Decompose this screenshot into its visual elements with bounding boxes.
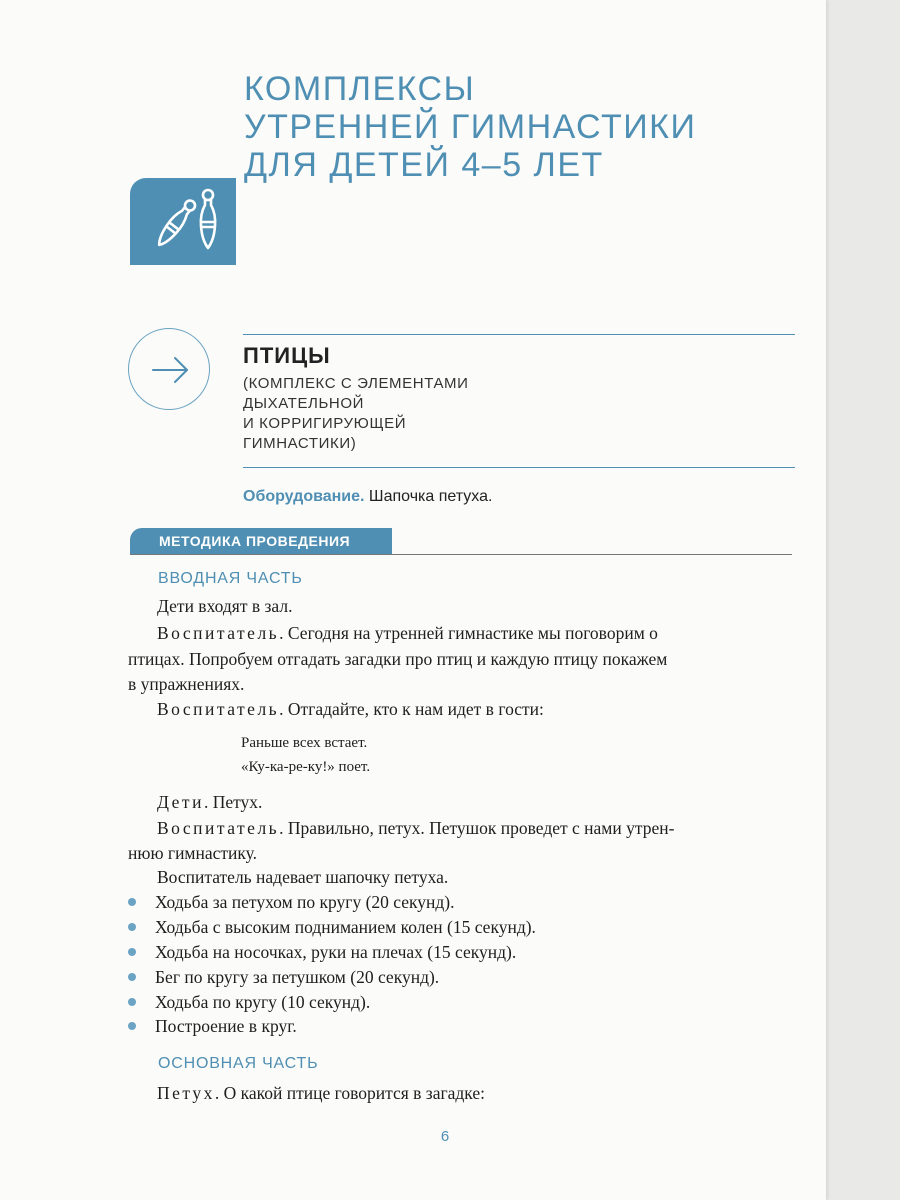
bullet-dot: [128, 998, 136, 1006]
paragraph-text: . Сегодня на утренней гимнастике мы поговорим о: [279, 623, 658, 643]
page-number: 6: [440, 1128, 450, 1145]
list-item-text: Ходьба на носочках, руки на плечах (15 секунд).: [155, 942, 517, 962]
arrow-right-icon: [129, 329, 211, 411]
chapter-title-line: ДЛЯ ДЕТЕЙ 4–5 ЛЕТ: [244, 146, 604, 184]
chapter-title: [244, 70, 696, 184]
bullet-dot: [128, 948, 136, 956]
riddle-line: Раньше всех встает.: [241, 735, 368, 751]
intro-paragraph-line: нюю гимнастику.: [128, 843, 258, 863]
intro-paragraph-line: Воспитатель надевает шапочку петуха.: [157, 867, 449, 887]
intro-paragraph-line: птицах. Попробуем отгадать загадки про птиц и каждую птицу покажем: [128, 649, 668, 669]
intro-paragraph-line: [157, 818, 797, 839]
list-item: [128, 967, 808, 988]
speaker-name: Воспитатель: [157, 623, 280, 643]
intro-paragraph-line: [157, 623, 797, 644]
intro-heading: ВВОДНАЯ ЧАСТЬ: [158, 570, 303, 587]
list-item: [128, 942, 808, 963]
intro-paragraph-line: [157, 792, 797, 813]
paragraph-text: . О какой птице говорится в загадке:: [214, 1083, 486, 1103]
skittles-icon: [130, 178, 236, 265]
intro-paragraph-line: [157, 699, 797, 720]
complex-top-rule: [243, 334, 795, 335]
speaker-name: Воспитатель: [157, 818, 280, 838]
list-item: [128, 892, 808, 913]
method-tab: МЕТОДИКА ПРОВЕДЕНИЯ: [130, 528, 392, 554]
complex-subtitle-line: ГИМНАСТИКИ): [243, 435, 357, 452]
speaker-name: Дети: [157, 792, 204, 812]
equipment-text: Шапочка петуха.: [364, 488, 493, 505]
paragraph-text: . Отгадайте, кто к нам идет в гости:: [279, 699, 544, 719]
riddle-line: «Ку-ка-ре-ку!» поет.: [241, 759, 371, 775]
list-item-text: Ходьба по кругу (10 секунд).: [155, 992, 371, 1012]
chapter-title-line: КОМПЛЕКСЫ: [244, 70, 476, 108]
speaker-name: Петух: [157, 1083, 215, 1103]
list-item: [128, 1016, 808, 1037]
complex-subtitle-line: И КОРРИГИРУЮЩЕЙ: [243, 415, 407, 432]
chapter-badge: [130, 178, 236, 265]
list-item: [128, 917, 808, 938]
bullet-dot: [128, 1022, 136, 1030]
intro-paragraph-line: в упражнениях.: [128, 674, 245, 694]
chapter-title-line: УТРЕННЕЙ ГИМНАСТИКИ: [244, 108, 697, 146]
arrow-circle: [128, 328, 210, 410]
method-rule: [130, 554, 792, 555]
bullet-dot: [128, 898, 136, 906]
paragraph-text: . Петух.: [203, 792, 263, 812]
main-paragraph-line: [157, 1083, 797, 1104]
paragraph-text: . Правильно, петух. Петушок проведет с нами утрен-: [279, 818, 675, 838]
list-item-text: Ходьба за петухом по кругу (20 секунд).: [155, 892, 455, 912]
main-part-heading: ОСНОВНАЯ ЧАСТЬ: [158, 1055, 319, 1072]
list-item-text: Бег по кругу за петушком (20 секунд).: [155, 967, 440, 987]
complex-subtitle-line: ДЫХАТЕЛЬНОЙ: [243, 395, 365, 412]
list-item-text: Ходьба с высоким подниманием колен (15 секунд).: [155, 917, 536, 937]
speaker-name: Воспитатель: [157, 699, 280, 719]
bullet-dot: [128, 923, 136, 931]
complex-subtitle: [243, 374, 469, 454]
bullet-dot: [128, 973, 136, 981]
list-item: [128, 992, 808, 1013]
list-item-text: Построение в круг.: [155, 1016, 297, 1036]
complex-bottom-rule: [243, 467, 795, 468]
equipment-line: [243, 488, 492, 506]
intro-line: Дети входят в зал.: [157, 596, 293, 616]
equipment-label: Оборудование.: [243, 488, 365, 505]
complex-title: ПТИЦЫ: [243, 343, 331, 368]
complex-subtitle-line: (КОМПЛЕКС С ЭЛЕМЕНТАМИ: [243, 375, 469, 392]
